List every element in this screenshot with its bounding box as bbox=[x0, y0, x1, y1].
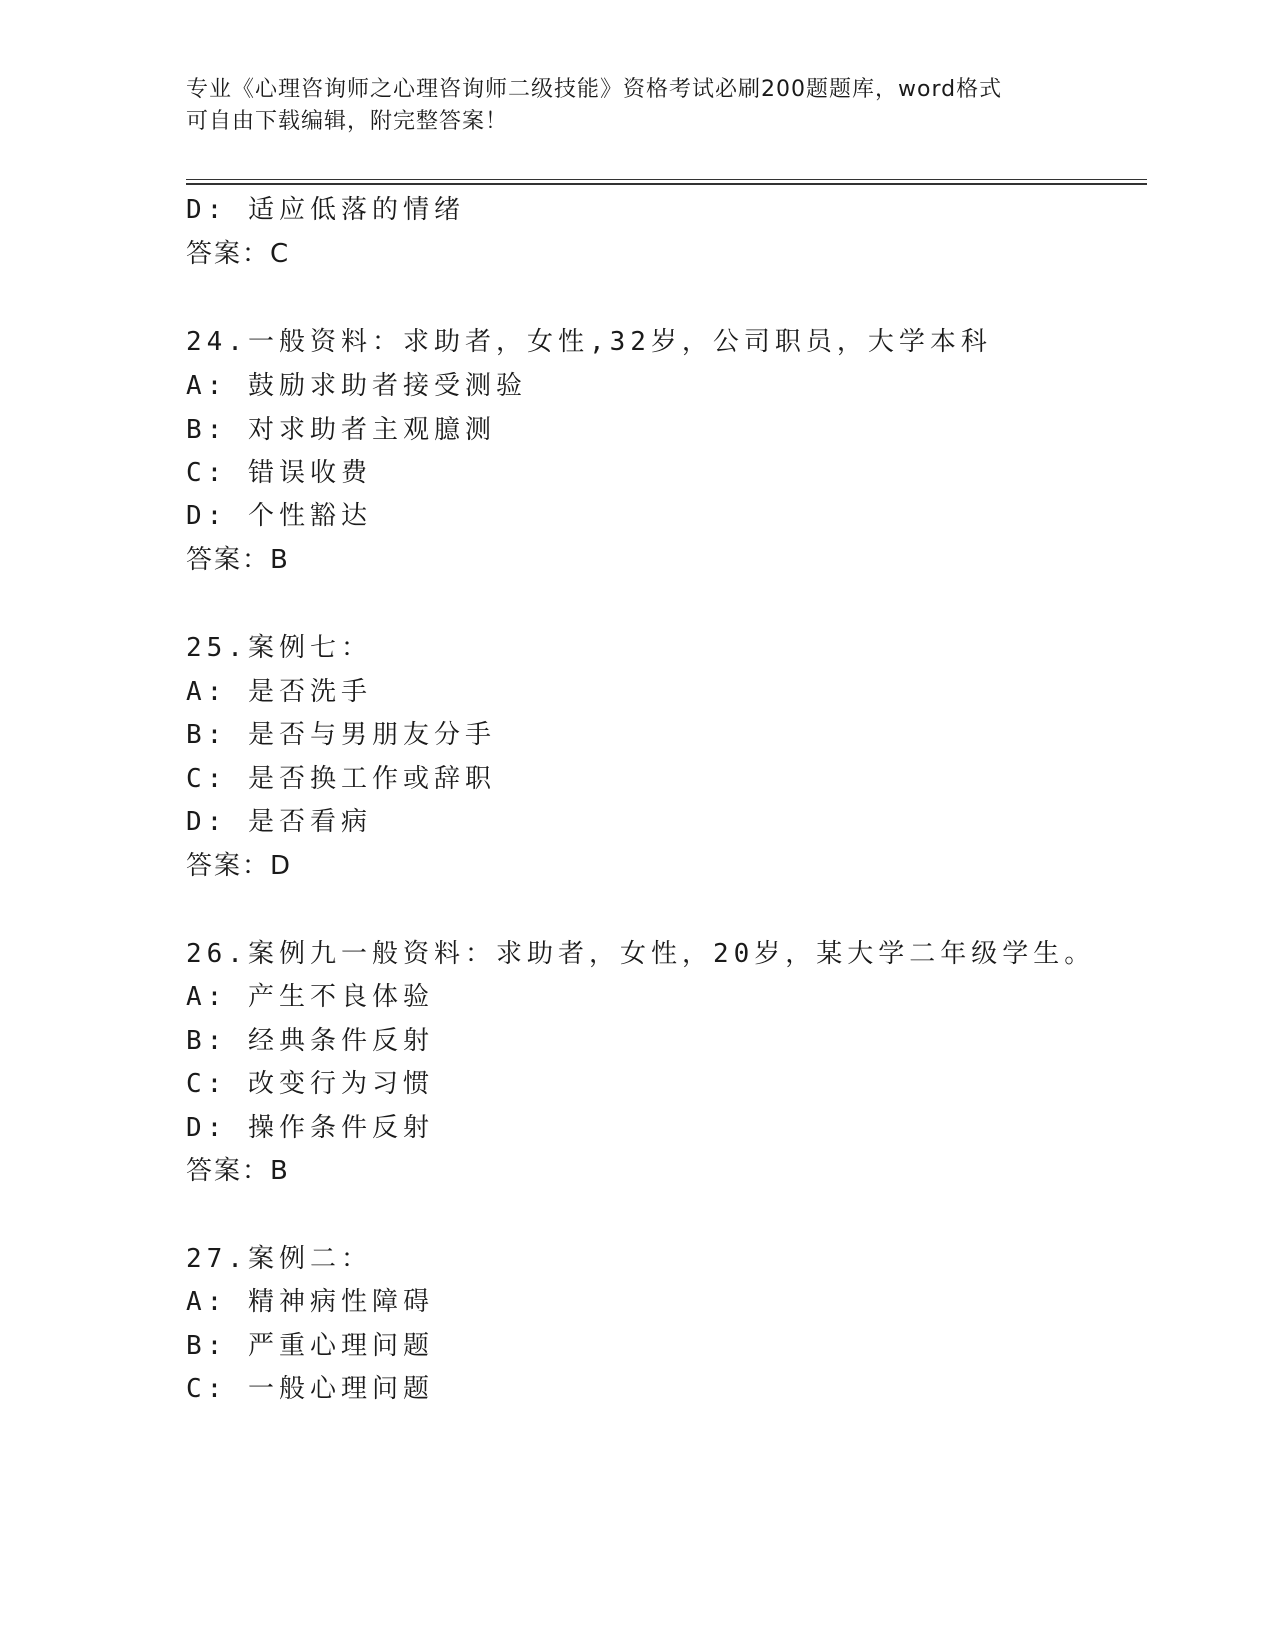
question-line: 26.案例九一般资料：求助者，女性，20岁，某大学二年级学生。 bbox=[186, 939, 1096, 969]
answer-line: 答案：D bbox=[186, 851, 293, 881]
question-line: 25.案例七： bbox=[186, 633, 372, 663]
option-line: B: 经典条件反射 bbox=[186, 1026, 434, 1056]
header-line-2: 可自由下载编辑，附完整答案！ bbox=[186, 109, 509, 134]
option-line: D: 适应低落的情绪 bbox=[186, 195, 465, 225]
answer-line: 答案：B bbox=[186, 545, 290, 575]
option-line: A: 是否洗手 bbox=[186, 677, 372, 707]
option-line: B: 对求助者主观臆测 bbox=[186, 415, 496, 445]
option-line: D: 个性豁达 bbox=[186, 501, 372, 531]
question-line: 24.一般资料：求助者，女性,32岁，公司职员，大学本科 bbox=[186, 327, 992, 357]
option-line: D: 操作条件反射 bbox=[186, 1113, 434, 1143]
answer-line: 答案：C bbox=[186, 239, 291, 269]
document-header bbox=[186, 74, 1086, 138]
option-line: B: 是否与男朋友分手 bbox=[186, 720, 496, 750]
header-line-1: 专业《心理咨询师之心理咨询师二级技能》资格考试必刷200题题库，word格式 bbox=[186, 77, 1003, 102]
option-line: D: 是否看病 bbox=[186, 807, 372, 837]
option-line: A: 产生不良体验 bbox=[186, 982, 434, 1012]
header-divider-thin bbox=[186, 179, 1147, 180]
option-line: A: 鼓励求助者接受测验 bbox=[186, 371, 527, 401]
option-line: C: 是否换工作或辞职 bbox=[186, 764, 496, 794]
answer-line: 答案：B bbox=[186, 1156, 290, 1186]
header-divider-thick bbox=[186, 183, 1147, 185]
option-line: A: 精神病性障碍 bbox=[186, 1287, 434, 1317]
option-line: C: 一般心理问题 bbox=[186, 1374, 434, 1404]
question-line: 27.案例二： bbox=[186, 1244, 372, 1274]
option-line: B: 严重心理问题 bbox=[186, 1331, 434, 1361]
option-line: C: 错误收费 bbox=[186, 458, 372, 488]
option-line: C: 改变行为习惯 bbox=[186, 1069, 434, 1099]
